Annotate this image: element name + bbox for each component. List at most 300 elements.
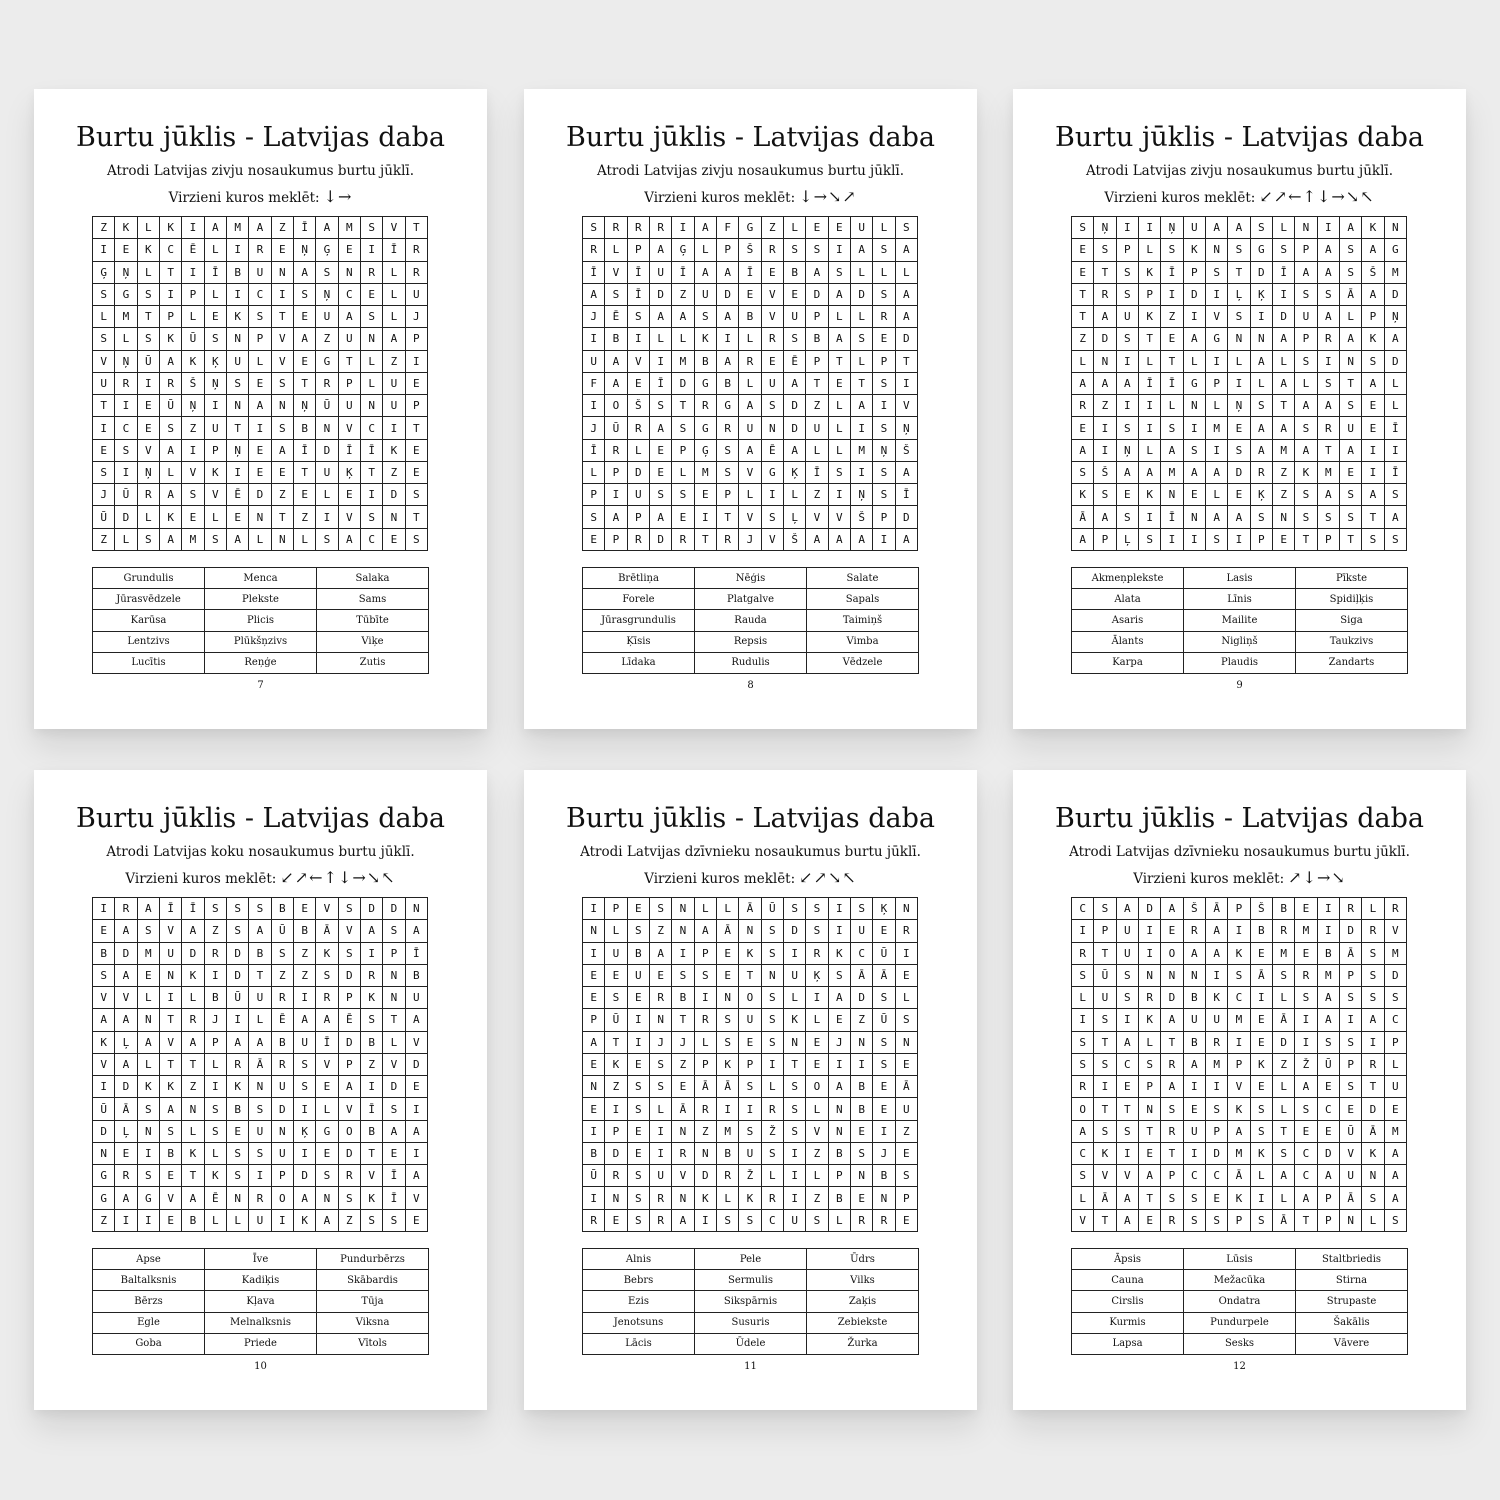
grid-cell: I	[272, 1210, 294, 1232]
grid-cell: N	[1295, 217, 1317, 239]
grid-cell: N	[583, 1076, 605, 1098]
grid-cell: E	[1295, 943, 1317, 965]
grid-cell: B	[873, 1165, 895, 1187]
grid-cell: S	[1184, 440, 1206, 462]
grid-cell: U	[628, 965, 650, 987]
grid-cell: G	[739, 217, 761, 239]
grid-cell: A	[829, 1076, 851, 1098]
grid-cell: P	[1318, 1210, 1340, 1232]
grid-cell: Ņ	[138, 462, 160, 484]
grid-cell: E	[628, 1054, 650, 1076]
grid-cell: N	[583, 920, 605, 942]
grid-cell: S	[406, 484, 428, 506]
grid-cell: I	[138, 1210, 160, 1232]
grid-cell: T	[851, 373, 873, 395]
grid-cell: Ā	[1340, 943, 1362, 965]
grid-cell: A	[1184, 1054, 1206, 1076]
grid-cell: I	[1251, 987, 1273, 1009]
word-list	[582, 567, 919, 674]
grid-cell: I	[1184, 1143, 1206, 1165]
grid-cell: Ž	[762, 1121, 784, 1143]
grid-cell: I	[1362, 1032, 1384, 1054]
grid-cell: V	[1206, 306, 1228, 328]
grid-cell: A	[605, 351, 627, 373]
grid-cell: I	[227, 462, 249, 484]
grid-cell: A	[1340, 328, 1362, 350]
grid-cell: I	[1117, 217, 1139, 239]
grid-cell: E	[272, 462, 294, 484]
grid-cell: Ā	[249, 1054, 271, 1076]
grid-cell: S	[1228, 306, 1250, 328]
grid-cell: E	[294, 306, 316, 328]
grid-cell: K	[1362, 217, 1384, 239]
grid-cell: S	[1228, 965, 1250, 987]
grid-cell: M	[1228, 1143, 1250, 1165]
grid-cell: S	[1161, 1098, 1183, 1120]
grid-cell: Z	[272, 965, 294, 987]
grid-cell: I	[1117, 351, 1139, 373]
grid-cell: I	[1206, 965, 1228, 987]
grid-cell: Ņ	[1161, 217, 1183, 239]
grid-cell: U	[1295, 306, 1317, 328]
grid-cell: L	[205, 284, 227, 306]
grid-cell: S	[762, 1032, 784, 1054]
grid-cell: E	[762, 262, 784, 284]
grid-cell: B	[361, 1121, 383, 1143]
grid-cell: E	[851, 1187, 873, 1209]
grid-cell: Z	[339, 1210, 361, 1232]
grid-cell: J	[406, 306, 428, 328]
grid-cell: N	[1184, 395, 1206, 417]
grid-cell: Ļ	[115, 1032, 137, 1054]
grid-cell: I	[406, 351, 428, 373]
grid-cell: S	[762, 987, 784, 1009]
grid-cell: N	[227, 1187, 249, 1209]
grid-cell: P	[1251, 529, 1273, 551]
grid-cell: S	[1228, 440, 1250, 462]
page-title: Burtu jūklis - Latvijas daba	[1055, 122, 1424, 153]
grid-cell: R	[1161, 1210, 1183, 1232]
grid-cell: E	[294, 351, 316, 373]
grid-cell: A	[383, 1121, 405, 1143]
grid-cell: P	[1139, 284, 1161, 306]
grid-cell: I	[1094, 440, 1116, 462]
grid-cell: I	[784, 943, 806, 965]
grid-cell: Ķ	[1251, 484, 1273, 506]
grid-cell: T	[160, 1009, 182, 1031]
grid-cell: B	[829, 1143, 851, 1165]
grid-cell: L	[93, 306, 115, 328]
grid-cell: I	[1161, 284, 1183, 306]
grid-cell: N	[406, 898, 428, 920]
grid-cell: E	[650, 440, 672, 462]
grid-cell: A	[294, 1009, 316, 1031]
grid-cell: N	[361, 395, 383, 417]
grid-cell: E	[873, 920, 895, 942]
grid-cell: A	[1385, 328, 1407, 350]
grid-cell: Z	[806, 395, 828, 417]
grid-cell: A	[1161, 1009, 1183, 1031]
grid-cell: Ņ	[851, 484, 873, 506]
grid-cell: U	[160, 943, 182, 965]
grid-cell: D	[784, 395, 806, 417]
grid-cell: Ū	[873, 943, 895, 965]
grid-cell: S	[1072, 217, 1094, 239]
grid-cell: A	[1251, 351, 1273, 373]
grid-cell: V	[138, 440, 160, 462]
grid-cell: L	[717, 898, 739, 920]
grid-cell: T	[672, 1009, 694, 1031]
grid-cell: R	[628, 529, 650, 551]
grid-cell: N	[249, 506, 271, 528]
grid-cell: S	[1251, 1210, 1273, 1232]
grid-cell: Ī	[205, 262, 227, 284]
grid-cell: S	[672, 484, 694, 506]
word-list-item: Viksna	[317, 1313, 429, 1334]
grid-cell: S	[1295, 987, 1317, 1009]
word-list-item: Zaķis	[807, 1291, 919, 1312]
grid-cell: D	[851, 987, 873, 1009]
word-list-item: Jenotsuns	[583, 1313, 695, 1334]
grid-cell: K	[695, 328, 717, 350]
grid-cell: E	[1139, 1143, 1161, 1165]
grid-cell: D	[650, 284, 672, 306]
grid-cell: S	[1251, 1121, 1273, 1143]
grid-cell: P	[806, 306, 828, 328]
grid-cell: R	[672, 529, 694, 551]
grid-cell: R	[1161, 1054, 1183, 1076]
grid-cell: S	[650, 1054, 672, 1076]
grid-cell: U	[249, 987, 271, 1009]
grid-cell: D	[1340, 920, 1362, 942]
grid-cell: S	[1340, 987, 1362, 1009]
grid-cell: S	[806, 920, 828, 942]
grid-cell: N	[1251, 328, 1273, 350]
grid-cell: Ī	[628, 262, 650, 284]
grid-cell: L	[316, 1098, 338, 1120]
grid-cell: A	[249, 920, 271, 942]
grid-cell: U	[1184, 1009, 1206, 1031]
grid-cell: S	[227, 898, 249, 920]
grid-cell: S	[1251, 395, 1273, 417]
grid-cell: I	[272, 284, 294, 306]
grid-cell: P	[605, 529, 627, 551]
grid-cell: L	[182, 987, 204, 1009]
grid-cell: L	[695, 1032, 717, 1054]
grid-cell: L	[806, 440, 828, 462]
grid-cell: M	[1318, 462, 1340, 484]
grid-cell: A	[1117, 462, 1139, 484]
grid-cell: A	[695, 217, 717, 239]
grid-cell: Ī	[1161, 506, 1183, 528]
grid-cell: S	[1228, 239, 1250, 261]
grid-cell: L	[316, 484, 338, 506]
grid-cell: A	[339, 306, 361, 328]
grid-cell: S	[1318, 506, 1340, 528]
grid-cell: S	[739, 1121, 761, 1143]
word-list-item: Taukzivs	[1296, 632, 1408, 653]
grid-cell: L	[205, 1054, 227, 1076]
grid-cell: I	[1228, 529, 1250, 551]
grid-cell: S	[1117, 328, 1139, 350]
grid-cell: Ā	[896, 1076, 918, 1098]
grid-cell: I	[583, 1121, 605, 1143]
grid-cell: T	[1072, 284, 1094, 306]
grid-cell: K	[93, 1032, 115, 1054]
grid-cell: S	[1094, 239, 1116, 261]
grid-cell: E	[739, 1032, 761, 1054]
grid-cell: E	[1318, 1121, 1340, 1143]
grid-cell: B	[784, 262, 806, 284]
grid-cell: T	[1094, 262, 1116, 284]
grid-cell: S	[205, 328, 227, 350]
grid-cell: Z	[294, 965, 316, 987]
grid-cell: S	[628, 306, 650, 328]
grid-cell: G	[115, 284, 137, 306]
grid-cell: G	[695, 373, 717, 395]
grid-cell: E	[406, 373, 428, 395]
grid-cell: A	[650, 506, 672, 528]
word-list-item: Ondatra	[1184, 1291, 1296, 1312]
grid-cell: U	[784, 965, 806, 987]
grid-cell: I	[205, 1076, 227, 1098]
grid-cell: U	[762, 373, 784, 395]
grid-cell: P	[628, 239, 650, 261]
word-list	[582, 1248, 919, 1355]
grid-cell: T	[383, 1009, 405, 1031]
grid-cell: Ū	[605, 1009, 627, 1031]
grid-cell: T	[272, 306, 294, 328]
grid-cell: K	[361, 1187, 383, 1209]
grid-cell: Ā	[717, 920, 739, 942]
grid-cell: L	[1251, 1165, 1273, 1187]
grid-cell: A	[806, 262, 828, 284]
grid-cell: I	[829, 920, 851, 942]
grid-cell: A	[1184, 328, 1206, 350]
grid-cell: E	[1072, 417, 1094, 439]
grid-cell: A	[160, 1098, 182, 1120]
word-list	[92, 567, 429, 674]
grid-cell: R	[583, 1210, 605, 1232]
grid-cell: R	[1072, 943, 1094, 965]
grid-cell: E	[873, 1076, 895, 1098]
grid-cell: T	[1295, 1210, 1317, 1232]
grid-cell: S	[272, 943, 294, 965]
grid-cell: R	[873, 306, 895, 328]
grid-cell: A	[272, 440, 294, 462]
grid-cell: O	[272, 1187, 294, 1209]
grid-cell: P	[182, 284, 204, 306]
grid-cell: A	[1385, 1187, 1407, 1209]
grid-cell: T	[339, 351, 361, 373]
grid-cell: A	[115, 1187, 137, 1209]
grid-cell: V	[1117, 1165, 1139, 1187]
grid-cell: V	[272, 328, 294, 350]
grid-cell: Z	[851, 1009, 873, 1031]
grid-cell: B	[205, 987, 227, 1009]
word-list-item: Mailite	[1184, 610, 1296, 631]
grid-cell: S	[1362, 351, 1384, 373]
grid-cell: I	[851, 1054, 873, 1076]
grid-cell: L	[583, 462, 605, 484]
grid-cell: L	[1139, 239, 1161, 261]
grid-cell: S	[650, 395, 672, 417]
grid-cell: A	[227, 1032, 249, 1054]
grid-cell: N	[1139, 1098, 1161, 1120]
grid-cell: A	[1385, 506, 1407, 528]
grid-cell: T	[1161, 351, 1183, 373]
grid-cell: Z	[1273, 1054, 1295, 1076]
grid-cell: A	[1318, 262, 1340, 284]
grid-cell: I	[896, 373, 918, 395]
word-list-item: Mežacūka	[1184, 1270, 1296, 1291]
grid-cell: L	[739, 373, 761, 395]
worksheet-page	[524, 770, 977, 1410]
grid-cell: P	[739, 1054, 761, 1076]
word-list-item: Plaudis	[1184, 653, 1296, 674]
grid-cell: L	[138, 262, 160, 284]
grid-cell: R	[650, 1210, 672, 1232]
grid-cell: R	[1318, 328, 1340, 350]
grid-cell: D	[93, 1121, 115, 1143]
grid-cell: S	[249, 1143, 271, 1165]
grid-cell: Ī	[1385, 462, 1407, 484]
grid-cell: T	[784, 1054, 806, 1076]
grid-cell: C	[1228, 987, 1250, 1009]
grid-cell: R	[1362, 920, 1384, 942]
grid-cell: E	[294, 898, 316, 920]
grid-cell: I	[1385, 440, 1407, 462]
grid-cell: A	[896, 239, 918, 261]
grid-cell: E	[717, 943, 739, 965]
grid-cell: V	[383, 217, 405, 239]
grid-cell: I	[294, 987, 316, 1009]
grid-cell: Z	[672, 284, 694, 306]
grid-cell: Ņ	[205, 373, 227, 395]
grid-cell: R	[739, 351, 761, 373]
grid-cell: Ī	[294, 440, 316, 462]
grid-cell: S	[1072, 1054, 1094, 1076]
grid-cell: A	[294, 328, 316, 350]
grid-cell: U	[249, 1210, 271, 1232]
grid-cell: Ā	[115, 1098, 137, 1120]
grid-cell: S	[784, 898, 806, 920]
grid-cell: I	[1117, 1009, 1139, 1031]
grid-cell: A	[695, 920, 717, 942]
grid-cell: R	[115, 898, 137, 920]
grid-cell: V	[160, 1032, 182, 1054]
grid-cell: S	[829, 262, 851, 284]
grid-cell: P	[1094, 529, 1116, 551]
page-title: Burtu jūklis - Latvijas daba	[76, 122, 445, 153]
grid-cell: D	[249, 484, 271, 506]
grid-cell: Z	[806, 484, 828, 506]
word-list-item: Bērzs	[93, 1291, 205, 1312]
grid-cell: E	[672, 506, 694, 528]
grid-cell: I	[406, 1098, 428, 1120]
grid-cell: K	[739, 943, 761, 965]
grid-cell: D	[383, 484, 405, 506]
grid-cell: R	[1251, 462, 1273, 484]
grid-cell: R	[1318, 417, 1340, 439]
grid-cell: Ņ	[1228, 395, 1250, 417]
grid-cell: S	[806, 239, 828, 261]
directions-label: Virzieni kuros meklēt:	[644, 190, 796, 206]
grid-cell: K	[205, 462, 227, 484]
grid-cell: Ņ	[896, 417, 918, 439]
grid-cell: U	[650, 1165, 672, 1187]
grid-cell: Š	[739, 239, 761, 261]
grid-cell: C	[361, 417, 383, 439]
grid-cell: E	[383, 529, 405, 551]
word-list-item: Akmeņplekste	[1072, 568, 1184, 589]
grid-cell: D	[1385, 965, 1407, 987]
word-list-item: Ūdrs	[807, 1249, 919, 1270]
grid-cell: I	[1139, 943, 1161, 965]
grid-cell: E	[339, 484, 361, 506]
grid-cell: I	[672, 217, 694, 239]
grid-cell: B	[851, 1076, 873, 1098]
grid-cell: S	[1362, 965, 1384, 987]
grid-cell: S	[1184, 1187, 1206, 1209]
grid-cell: S	[851, 328, 873, 350]
grid-cell: I	[1139, 417, 1161, 439]
grid-cell: Ī	[1273, 262, 1295, 284]
grid-cell: J	[672, 1032, 694, 1054]
grid-cell: N	[1094, 351, 1116, 373]
grid-cell: P	[583, 1009, 605, 1031]
grid-cell: K	[1295, 462, 1317, 484]
grid-cell: A	[138, 898, 160, 920]
grid-cell: T	[1094, 1032, 1116, 1054]
grid-cell: K	[717, 1054, 739, 1076]
grid-cell: K	[316, 943, 338, 965]
page-number: 12	[1233, 1361, 1246, 1372]
letter-grid	[92, 216, 428, 551]
grid-cell: S	[739, 1210, 761, 1232]
grid-cell: S	[1318, 1032, 1340, 1054]
grid-cell: D	[1251, 262, 1273, 284]
grid-cell: A	[1206, 506, 1228, 528]
word-list-item: Repsis	[695, 632, 807, 653]
grid-cell: R	[249, 239, 271, 261]
word-list-item: Stirna	[1296, 1270, 1408, 1291]
grid-cell: U	[1117, 306, 1139, 328]
word-list-item: Līdaka	[583, 653, 695, 674]
grid-cell: A	[1206, 462, 1228, 484]
directions-label: Virzieni kuros meklēt:	[1133, 871, 1285, 887]
grid-cell: S	[1340, 262, 1362, 284]
word-list-item: Pīkste	[1296, 568, 1408, 589]
grid-cell: B	[806, 328, 828, 350]
grid-cell: S	[1206, 1098, 1228, 1120]
grid-cell: I	[583, 328, 605, 350]
grid-cell: D	[896, 328, 918, 350]
grid-cell: L	[383, 262, 405, 284]
grid-cell: Ī	[294, 217, 316, 239]
grid-cell: S	[605, 987, 627, 1009]
word-list-item: Spidiļķis	[1296, 589, 1408, 610]
grid-cell: A	[739, 440, 761, 462]
grid-cell: Ā	[873, 965, 895, 987]
grid-cell: V	[762, 529, 784, 551]
word-list-item: Lasis	[1184, 568, 1296, 589]
grid-cell: D	[1228, 462, 1250, 484]
grid-cell: J	[93, 484, 115, 506]
word-list-item: Zebiekste	[807, 1313, 919, 1334]
grid-cell: C	[361, 529, 383, 551]
grid-cell: A	[1206, 217, 1228, 239]
